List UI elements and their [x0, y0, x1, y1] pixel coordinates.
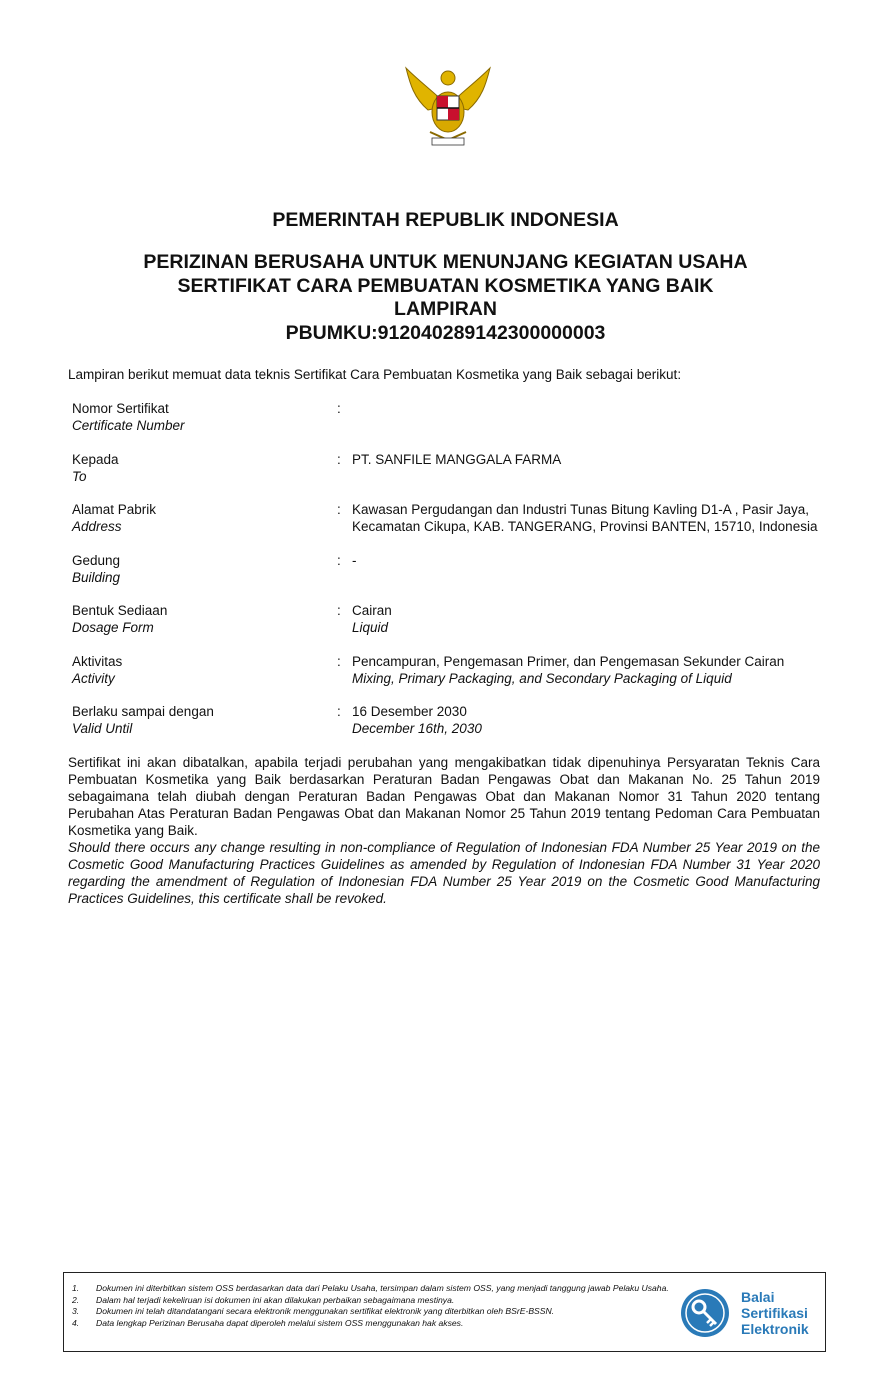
field-label: Gedung [72, 552, 121, 568]
field-colon: : [337, 653, 341, 669]
field-label-en: Address [72, 519, 122, 534]
field-to [72, 451, 832, 502]
field-colon: : [337, 704, 341, 719]
logo-line: Elektronik [741, 1321, 809, 1337]
field-value-en: Mixing, Primary Packaging, and Secondary Packaging of Liquid [352, 670, 732, 686]
license-number: PBUMKU:912040289142300000003 [285, 321, 606, 344]
field-value: Pencampuran, Pengemasan Primer, dan Pengemasan Sekunder Cairan [352, 653, 785, 669]
title-line: PERIZINAN BERUSAHA UNTUK MENUNJANG KEGIATAN USAHA [143, 251, 748, 273]
footer-note-text: Dokumen ini telah ditandatangani secara elektronik menggunakan sertifikat elektronik yang diterbitkan oleh BSrE-BSSN. [96, 1306, 555, 1316]
field-dosage-form [72, 602, 832, 653]
field-label-en: To [72, 468, 87, 484]
certificate-fields [72, 400, 832, 754]
logo-text [741, 1289, 809, 1337]
field-label: Bentuk Sediaan [72, 603, 168, 618]
footer-note [72, 1295, 682, 1307]
logo-line: Balai [741, 1289, 775, 1305]
note-english: Should there occurs any change resulting in non-compliance of Regulation of Indonesian FDA Number 25 Year 2019 on the Cosmetic Good Manufacturing Practices Guidelines as amended by Regulation of Indonesian FDA Number 31 Year 2020 regarding the amendment of Regulation of Indonesian FDA Number 25 Year 2019 on the Cosmetic Good Manufacturing Practices Guidelines, this certificate shall be revoked. [68, 840, 820, 906]
title-line: LAMPIRAN [394, 298, 497, 320]
field-colon: : [337, 401, 341, 416]
field-label: Aktivitas [72, 653, 123, 669]
field-valid-until [72, 703, 832, 754]
field-certificate-number [72, 400, 832, 451]
field-value: Kawasan Pergudangan dan Industri Tunas Bitung Kavling D1-A , Pasir Jaya, Kecamatan Cikupa, KAB. TANGERANG, Provinsi BANTEN, 15710, Indonesia [352, 502, 818, 534]
footer-note-number: 4. [72, 1317, 80, 1328]
note-indonesian: Sertifikat ini akan dibatalkan, apabila terjadi perubahan yang mengakibatkan tidak dipenuhinya Persyaratan Teknis Cara Pembuatan Kosmetika yang Baik berdasarkan Peraturan Badan Pengawas Obat dan Makanan No. 25 Tahun 2019 sebagaimana telah diubah dengan Peraturan Badan Pengawas Obat dan Makanan Nomor 31 Tahun 2020 tentang Perubahan Atas Peraturan Badan Pengawas Obat dan Makanan Nomor 25 Tahun 2019 tentang Pedoman Cara Pembuatan Kosmetika yang Baik. [68, 755, 820, 838]
field-colon: : [337, 451, 341, 467]
title-line: SERTIFIKAT CARA PEMBUATAN KOSMETIKA YANG BAIK [177, 274, 714, 297]
footer-note-number: 2. [72, 1294, 80, 1305]
document-headings [0, 207, 891, 345]
field-label: Alamat Pabrik [72, 502, 157, 517]
government-title: PEMERINTAH REPUBLIK INDONESIA [272, 209, 619, 231]
footer-note-text: Dalam hal terjadi kekeliruan isi dokumen ini akan dilakukan perbaikan sebagaimana mestinya. [96, 1294, 455, 1305]
footer-note-number: 3. [72, 1306, 80, 1316]
key-seal-icon [679, 1287, 731, 1339]
field-value: PT. SANFILE MANGGALA FARMA [352, 451, 562, 467]
field-label-en: Activity [72, 670, 115, 686]
footer-note [72, 1283, 682, 1295]
intro-text: Lampiran berikut memuat data teknis Sertifikat Cara Pembuatan Kosmetika yang Baik sebagai berikut: [68, 367, 682, 382]
field-activity [72, 653, 832, 704]
garuda-emblem [400, 62, 496, 152]
field-label-en: Building [72, 569, 121, 585]
footer-note [72, 1306, 682, 1318]
field-colon: : [337, 603, 341, 618]
revocation-note [68, 754, 820, 907]
field-label-en: Certificate Number [72, 418, 185, 433]
field-building [72, 552, 832, 603]
field-value-en: Liquid [352, 620, 389, 635]
footer-note-text: Data lengkap Perizinan Berusaha dapat diperoleh melalui sistem OSS menggunakan hak akses. [96, 1317, 464, 1328]
logo-line: Sertifikasi [741, 1305, 808, 1321]
field-colon: : [337, 552, 341, 568]
footer-note-text: Dokumen ini diterbitkan sistem OSS berdasarkan data dari Pelaku Usaha, tersimpan dalam sistem OSS, yang menjadi tanggung jawab Pelaku Usaha. [96, 1283, 669, 1293]
field-address [72, 501, 832, 552]
footer-notes [72, 1283, 682, 1329]
field-label-en: Valid Until [72, 721, 133, 736]
field-label: Kepada [72, 451, 119, 467]
field-label-en: Dosage Form [72, 620, 154, 635]
field-value: - [352, 552, 357, 568]
field-value: 16 Desember 2030 [352, 704, 467, 719]
footer-box [63, 1272, 826, 1352]
field-colon: : [337, 502, 341, 517]
field-value: Cairan [352, 603, 392, 618]
field-value-en: December 16th, 2030 [352, 721, 482, 736]
footer-note [72, 1318, 682, 1330]
field-label: Nomor Sertifikat [72, 401, 169, 416]
bsre-logo [679, 1283, 824, 1343]
footer-note-number: 1. [72, 1283, 80, 1293]
field-label: Berlaku sampai dengan [72, 704, 214, 719]
